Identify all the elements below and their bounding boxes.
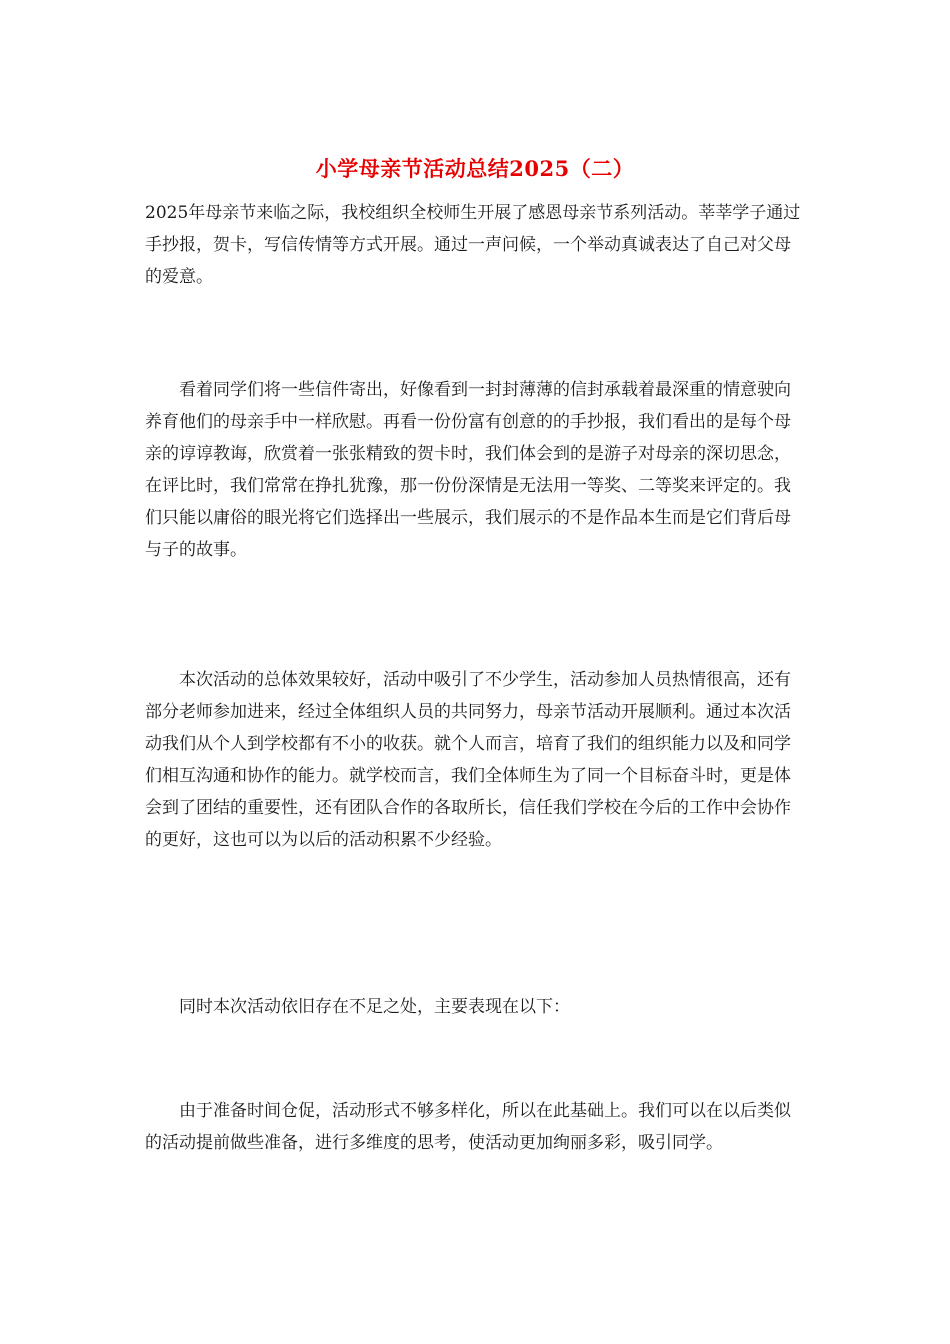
- paragraph-letters: 看着同学们将一些信件寄出，好像看到一封封薄薄的信封承载着最深重的情意驶向养育他们的母亲手中一样欣慰。再看一份份富有创意的的手抄报，我们看出的是每个母亲的谆谆教诲，欣赏着一张张精致的贺卡时，我们体会到的是游子对母亲的深切思念，在评比时，我们常常在挣扎犹豫，那一份份深情是无法用一等奖、二等奖来评定的。我们只能以庸俗的眼光将它们选择出一些展示，我们展示的不是作品本生而是它们背后母与子的故事。: [145, 380, 791, 560]
- document-title: 小学母亲节活动总结2025（二）: [315, 156, 635, 181]
- paragraph-intro: 2025年母亲节来临之际，我校组织全校师生开展了感恩母亲节系列活动。莘莘学子通过手抄报，贺卡，写信传情等方式开展。通过一声问候，一个举动真诚表达了自己对父母的爱意。: [145, 203, 801, 287]
- paragraph-effects: 本次活动的总体效果较好，活动中吸引了不少学生，活动参加人员热情很高，还有部分老师参加进来，经过全体组织人员的共同努力，母亲节活动开展顺利。通过本次活动我们从个人到学校都有不小的收获。就个人而言，培育了我们的组织能力以及和同学们相互沟通和协作的能力。就学校而言，我们全体师生为了同一个目标奋斗时，更是体会到了团结的重要性，还有团队合作的各取所长，信任我们学校在今后的工作中会协作的更好，这也可以为以后的活动积累不少经验。: [145, 670, 791, 850]
- paragraph-improvements: 由于准备时间仓促，活动形式不够多样化，所以在此基础上。我们可以在以后类似的活动提前做些准备，进行多维度的思考，使活动更加绚丽多彩，吸引同学。: [145, 1101, 791, 1153]
- paragraph-shortcomings: 同时本次活动依旧存在不足之处，主要表现在以下：: [179, 997, 570, 1017]
